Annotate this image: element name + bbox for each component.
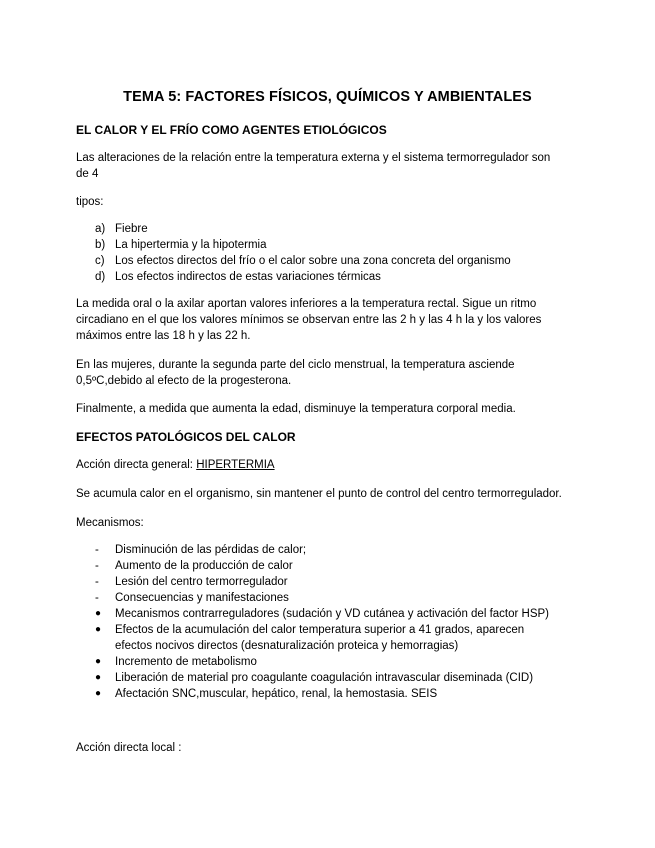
bullet-icon: ● bbox=[95, 688, 102, 699]
list-item-text: Disminución de las pérdidas de calor; bbox=[115, 544, 307, 556]
list-item bbox=[95, 221, 575, 237]
mecanismos-label: Mecanismos: bbox=[76, 517, 144, 529]
list-marker: c) bbox=[95, 255, 105, 267]
list-marker: b) bbox=[95, 239, 106, 251]
list-marker: d) bbox=[95, 271, 106, 283]
paragraph-tipos: tipos: bbox=[76, 196, 104, 208]
list-marker: a) bbox=[95, 223, 106, 235]
list-item-text: Los efectos indirectos de estas variaciones térmicas bbox=[115, 271, 381, 283]
list-item-text: Lesión del centro termorregulador bbox=[115, 576, 288, 588]
list-item bbox=[95, 253, 575, 269]
mechanisms-list bbox=[95, 542, 575, 702]
list-item-text: Fiebre bbox=[115, 223, 148, 235]
list-item-text: Los efectos directos del frío o el calor sobre una zona concreta del organismo bbox=[115, 255, 511, 267]
list-marker: - bbox=[95, 576, 99, 588]
list-marker: - bbox=[95, 592, 99, 604]
text-line: En las mujeres, durante la segunda parte del ciclo menstrual, la temperatura asciende bbox=[76, 359, 515, 371]
bullet-icon: ● bbox=[95, 624, 102, 635]
list-item bbox=[95, 237, 575, 253]
list-item bbox=[95, 606, 575, 622]
accion-general-label: Acción directa general: bbox=[76, 459, 197, 471]
list-item-text: Liberación de material pro coagulante coagulación intravascular diseminada (CID) bbox=[115, 672, 534, 684]
paragraph-acumula-calor: Se acumula calor en el organismo, sin mantener el punto de control del centro termorregulador. bbox=[76, 488, 562, 500]
text-line: Las alteraciones de la relación entre la temperatura externa y el sistema termorregulador son bbox=[76, 152, 551, 164]
section-heading-efectos-calor: EFECTOS PATOLÓGICOS DEL CALOR bbox=[76, 430, 296, 444]
list-item bbox=[95, 574, 575, 590]
list-item bbox=[95, 622, 575, 654]
list-item bbox=[95, 654, 575, 670]
list-item-text: La hipertermia y la hipotermia bbox=[115, 239, 267, 251]
paragraph-mujeres bbox=[76, 357, 596, 389]
hipertermia-link[interactable]: HIPERTERMIA bbox=[196, 459, 275, 471]
list-item bbox=[95, 269, 575, 285]
text-line: La medida oral o la axilar aportan valores inferiores a la temperatura rectal. Sigue un ritmo bbox=[76, 298, 537, 310]
text-line: 0,5ºC,debido al efecto de la progesterona. bbox=[76, 375, 292, 387]
paragraph-alteraciones bbox=[76, 150, 596, 182]
list-item bbox=[95, 686, 575, 702]
paragraph-medida-oral bbox=[76, 296, 596, 344]
bullet-icon: ● bbox=[95, 672, 102, 683]
list-item-text: efectos nocivos directos (desnaturalización proteica y hemorragias) bbox=[115, 640, 459, 652]
text-line: máximos entre las 18 h y las 22 h. bbox=[76, 330, 251, 342]
paragraph-edad: Finalmente, a medida que aumenta la edad, disminuye la temperatura corporal media. bbox=[76, 403, 516, 415]
list-marker: - bbox=[95, 544, 99, 556]
accion-local-label: Acción directa local : bbox=[76, 742, 182, 754]
list-item bbox=[95, 590, 575, 606]
list-item-text: Efectos de la acumulación del calor temperatura superior a 41 grados, aparecen bbox=[115, 624, 525, 636]
list-item-text: Aumento de la producción de calor bbox=[115, 560, 293, 572]
bullet-icon: ● bbox=[95, 656, 102, 667]
list-item bbox=[95, 542, 575, 558]
list-item-text: Consecuencias y manifestaciones bbox=[115, 592, 289, 604]
list-item-text: Afectación SNC,muscular, hepático, renal, la hemostasia. SEIS bbox=[115, 688, 438, 700]
text-line: de 4 bbox=[76, 168, 99, 180]
bullet-icon: ● bbox=[95, 608, 102, 619]
list-item bbox=[95, 558, 575, 574]
paragraph-accion-general bbox=[76, 457, 596, 473]
list-marker: - bbox=[95, 560, 99, 572]
page-title: TEMA 5: FACTORES FÍSICOS, QUÍMICOS Y AMBIENTALES bbox=[123, 89, 532, 105]
list-item bbox=[95, 670, 575, 686]
types-list bbox=[95, 221, 575, 285]
section-heading-calor-frio: EL CALOR Y EL FRÍO COMO AGENTES ETIOLÓGICOS bbox=[76, 123, 387, 137]
text-line: circadiano en el que los valores mínimos se observan entre las 2 h y las 4 h la y los valores bbox=[76, 314, 542, 326]
list-item-text: Mecanismos contrarreguladores (sudación y VD cutánea y activación del factor HSP) bbox=[115, 608, 550, 620]
list-item-text: Incremento de metabolismo bbox=[115, 656, 257, 668]
